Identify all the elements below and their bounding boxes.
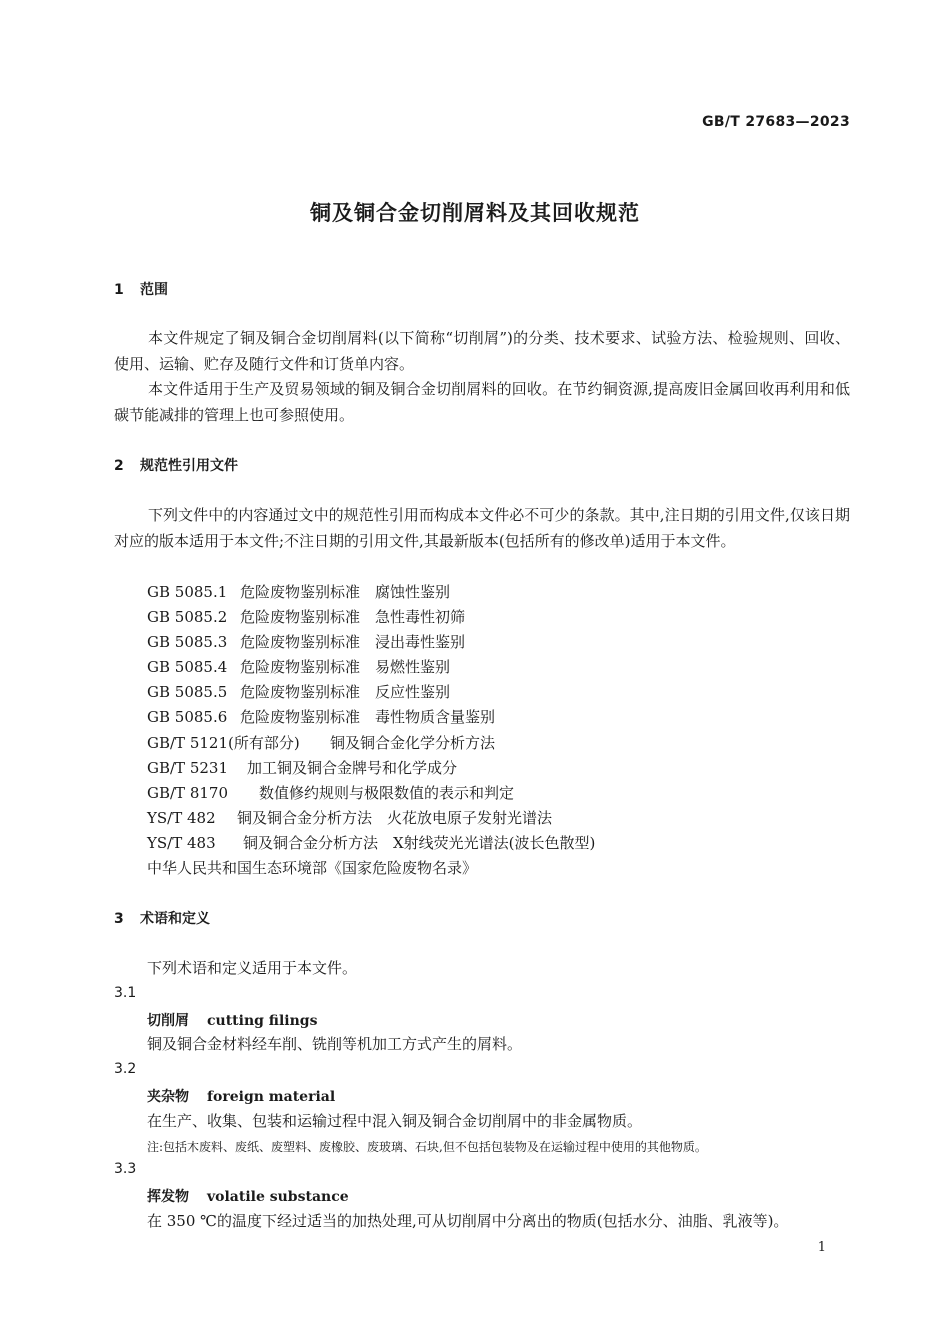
reference-title: 加工铜及铜合金牌号和化学成分	[247, 759, 458, 777]
reference-title: 危险废物鉴别标准 反应性鉴别	[240, 683, 451, 701]
paragraph: 本文件适用于生产及贸易领域的铜及铜合金切削屑料的回收。在节约铜资源,提高废旧金属回收再利用和低碳节能减排的管理上也可参照使用。	[114, 380, 850, 424]
reference-code: GB 5085.1	[147, 583, 228, 601]
paragraph: 下列文件中的内容通过文中的规范性引用而构成本文件必不可少的条款。其中,注日期的引用文件,仅该日期对应的版本适用于本文件;不注日期的引用文件,其最新版本(包括所有的修改单)适用于本文件。	[114, 506, 850, 550]
reference-title: 铜及铜合金化学分析方法	[330, 734, 496, 752]
page-number: 1	[817, 1240, 826, 1255]
clause-number: 3.3	[114, 1161, 137, 1177]
section-number: 3	[114, 911, 124, 927]
reference-item	[147, 732, 495, 753]
reference-item	[147, 757, 457, 778]
section-title: 规范性引用文件	[140, 458, 238, 474]
reference-item	[147, 681, 450, 702]
reference-code: GB 5085.5	[147, 683, 228, 701]
reference-code: YS/T 482	[147, 809, 216, 827]
term-entry	[147, 1086, 335, 1106]
reference-item	[147, 832, 595, 853]
reference-code: GB/T 5121(所有部分)	[147, 734, 300, 752]
section-heading-terms	[114, 908, 210, 928]
section-heading-normative-references	[114, 455, 238, 475]
reference-item	[147, 782, 514, 803]
reference-item	[147, 706, 495, 727]
reference-title: 数值修约规则与极限数值的表示和判定	[259, 784, 515, 802]
term-definition: 在 350 ℃的温度下经过适当的加热处理,可从切削屑中分离出的物质(包括水分、油脂、乳液等)。	[147, 1212, 789, 1230]
reference-item	[147, 631, 465, 652]
reference-title: 中华人民共和国生态环境部《国家危险废物名录》	[147, 859, 478, 877]
section-title: 范围	[140, 282, 168, 298]
term-entry	[147, 1010, 317, 1030]
term-note: 注:包括木废料、废纸、废塑料、废橡胶、废玻璃、石块,但不包括包装物及在运输过程中使用的其他物质。	[147, 1140, 707, 1154]
reference-item	[147, 857, 477, 878]
standard-number: GB/T 27683—2023	[702, 114, 850, 130]
term-en: cutting filings	[207, 1013, 318, 1029]
reference-item	[147, 807, 552, 828]
reference-item	[147, 581, 450, 602]
reference-title: 危险废物鉴别标准 腐蚀性鉴别	[240, 583, 451, 601]
term-zh: 挥发物	[147, 1189, 189, 1205]
reference-code: GB 5085.6	[147, 708, 228, 726]
term-en: foreign material	[207, 1089, 336, 1105]
reference-code: GB 5085.3	[147, 633, 228, 651]
reference-code: GB 5085.4	[147, 658, 228, 676]
paragraph: 下列术语和定义适用于本文件。	[147, 959, 358, 977]
reference-code: YS/T 483	[147, 834, 216, 852]
reference-item	[147, 656, 450, 677]
reference-title: 危险废物鉴别标准 浸出毒性鉴别	[240, 633, 466, 651]
clause-number: 3.2	[114, 1061, 137, 1077]
term-definition: 在生产、收集、包装和运输过程中混入铜及铜合金切削屑中的非金属物质。	[147, 1112, 643, 1130]
reference-title: 危险废物鉴别标准 急性毒性初筛	[240, 608, 466, 626]
section-heading-scope	[114, 279, 168, 299]
reference-item	[147, 606, 465, 627]
term-zh: 夹杂物	[147, 1089, 189, 1105]
document-title: 铜及铜合金切削屑料及其回收规范	[310, 201, 640, 225]
reference-code: GB/T 8170	[147, 784, 229, 802]
reference-title: 危险废物鉴别标准 易燃性鉴别	[240, 658, 451, 676]
reference-title: 危险废物鉴别标准 毒性物质含量鉴别	[240, 708, 496, 726]
section-number: 2	[114, 458, 124, 474]
reference-title: 铜及铜合金分析方法 火花放电原子发射光谱法	[237, 809, 553, 827]
clause-number: 3.1	[114, 985, 137, 1001]
reference-title: 铜及铜合金分析方法 X射线荧光光谱法(波长色散型)	[243, 834, 596, 852]
reference-code: GB 5085.2	[147, 608, 228, 626]
term-entry	[147, 1186, 349, 1206]
paragraph: 本文件规定了铜及铜合金切削屑料(以下简称“切削屑”)的分类、技术要求、试验方法、检验规则、回收、使用、运输、贮存及随行文件和订货单内容。	[114, 329, 850, 373]
term-zh: 切削屑	[147, 1013, 189, 1029]
reference-code: GB/T 5231	[147, 759, 229, 777]
section-title: 术语和定义	[140, 911, 210, 927]
term-en: volatile substance	[207, 1189, 349, 1205]
section-number: 1	[114, 282, 124, 298]
term-definition: 铜及铜合金材料经车削、铣削等机加工方式产生的屑料。	[147, 1035, 523, 1053]
